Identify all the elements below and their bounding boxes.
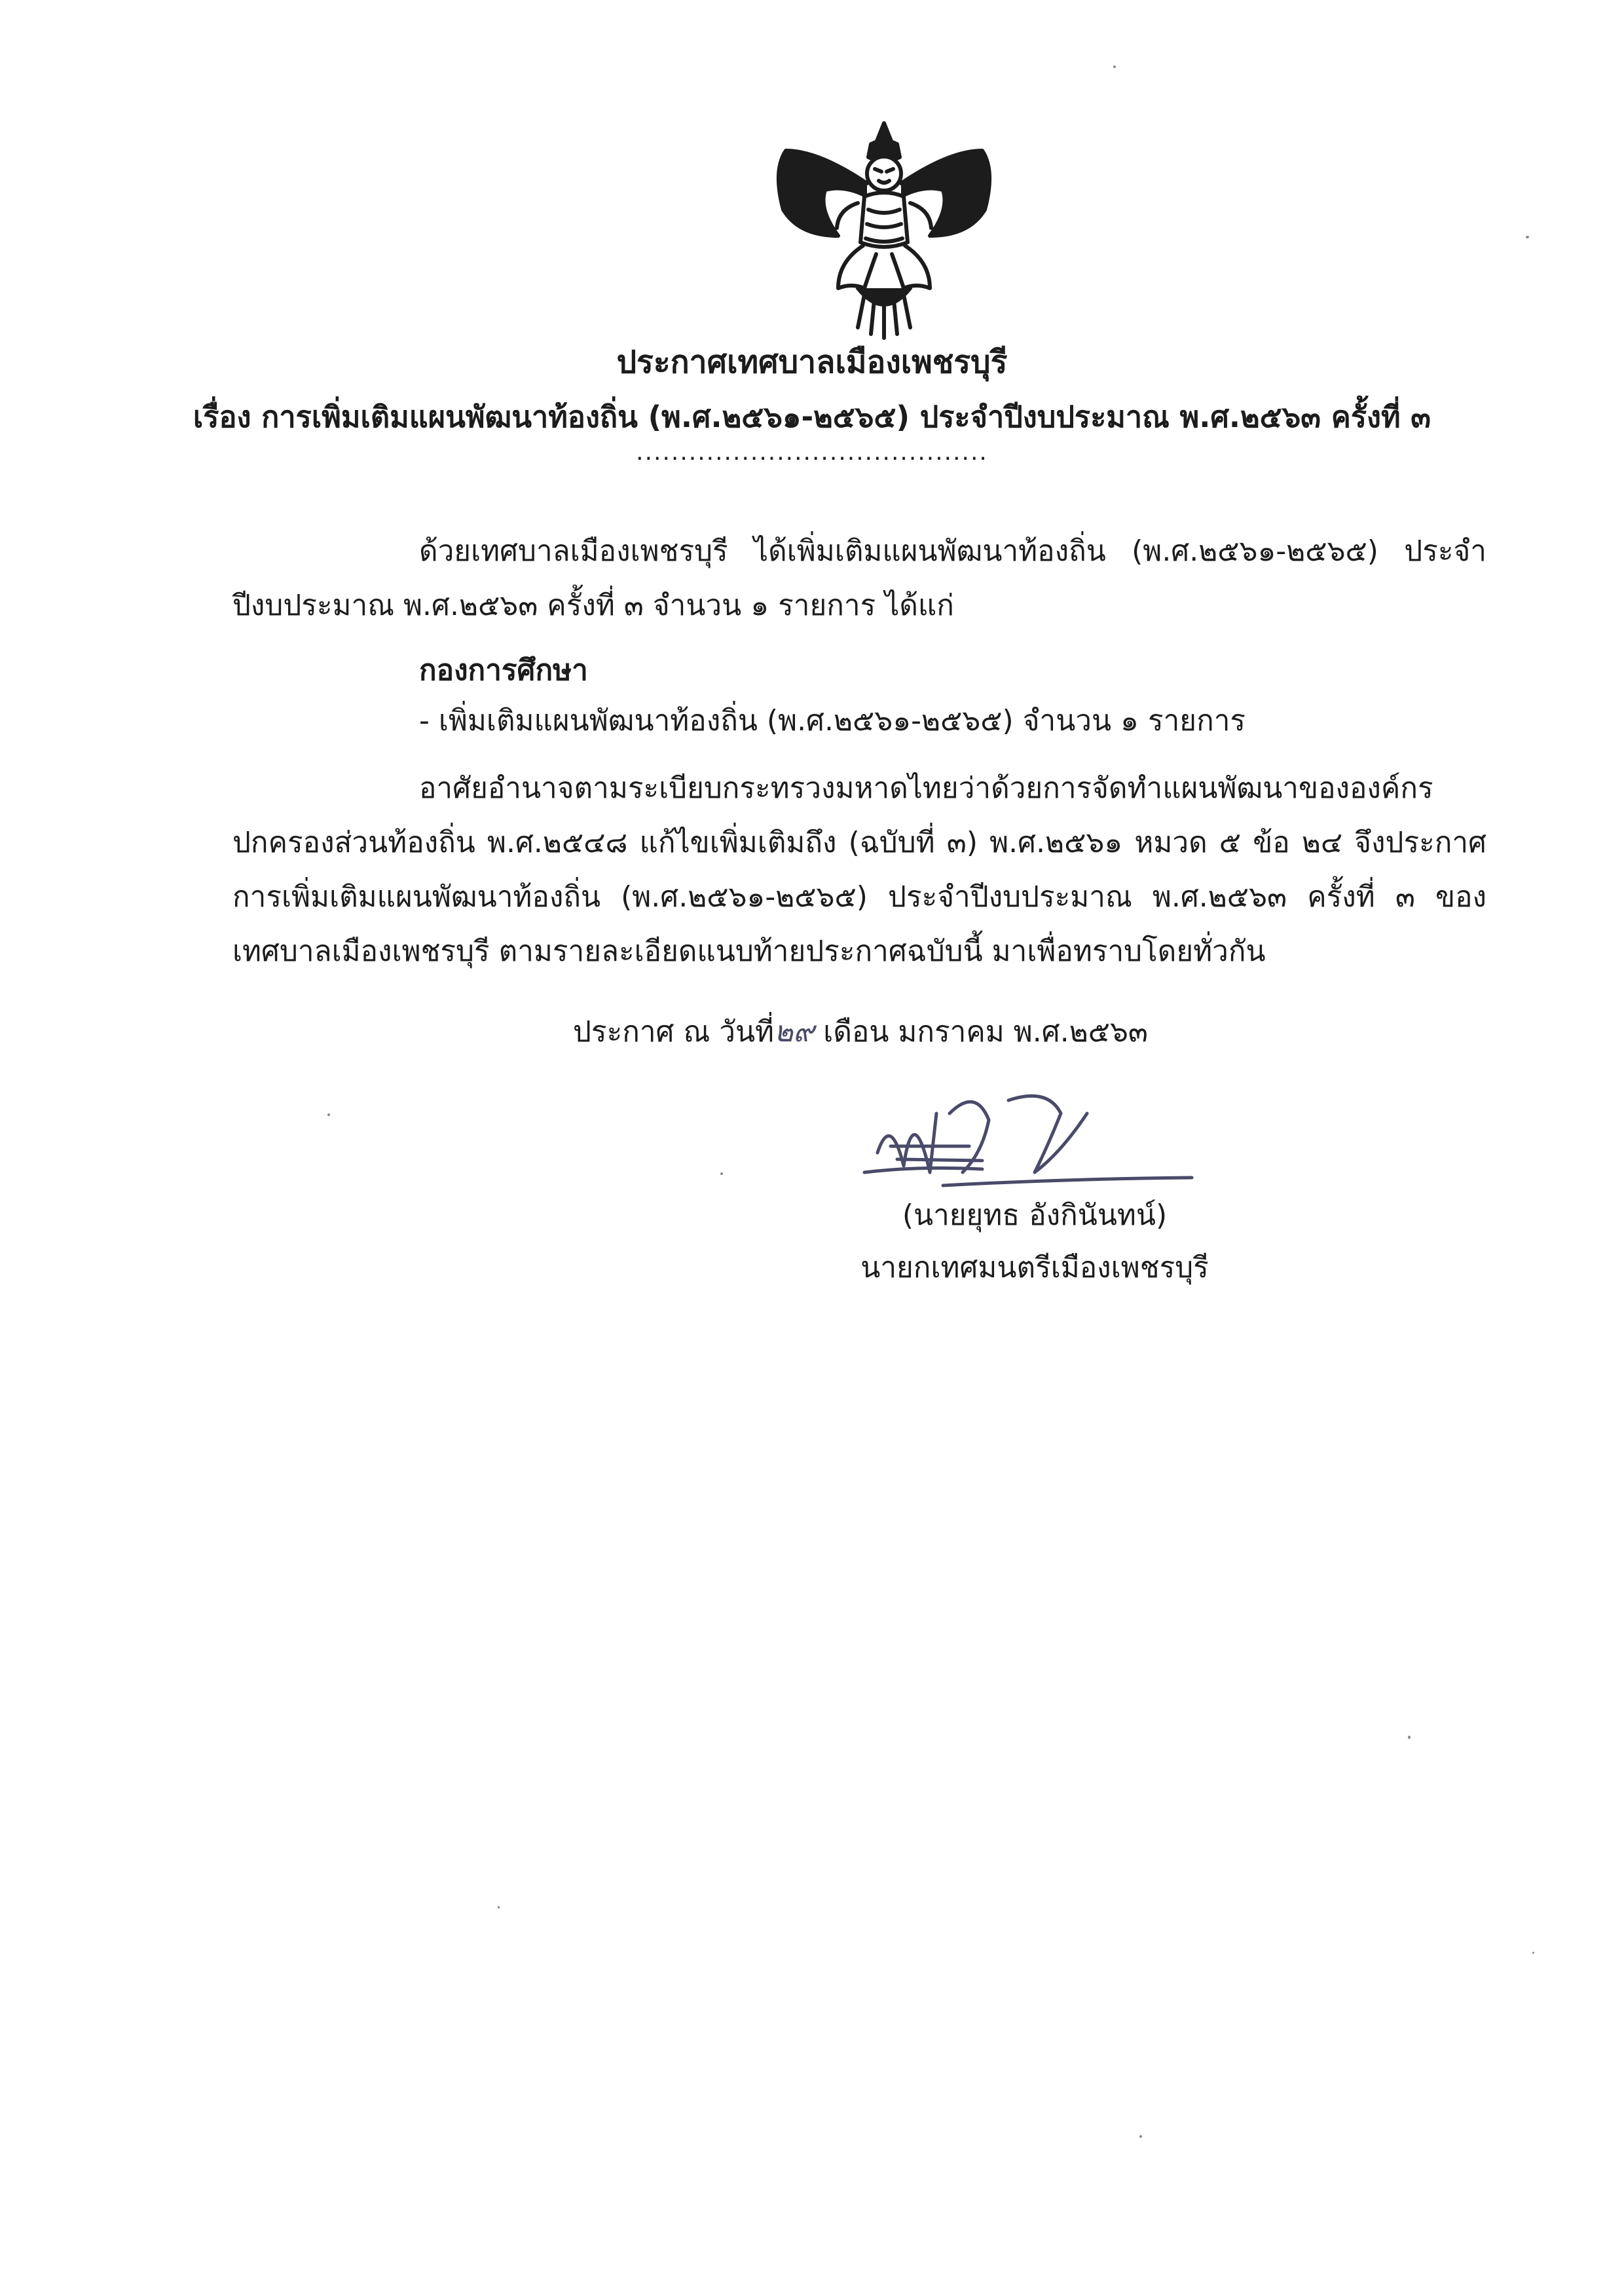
signer-name: (นายยุทธ อังกินันทน์) (902, 1199, 1168, 1232)
signer-title: นายกเทศมนตรีเมืองเพชรบุรี (860, 1251, 1209, 1284)
authority-paragraph-text: อาศัยอำนาจตามระเบียบกระทรวงมหาดไทยว่าด้วยการจัดทำแผนพัฒนาขององค์กรปกครองส่วนท้องถิ่น พ.ศ.๒๕๔๘ แก้ไขเพิ่มเติมถึง (ฉบับที่ ๓) พ.ศ.๒๕๖๑ หมวด ๕ ข้อ ๒๔ จึงประกาศการเพิ่มเติมแผนพัฒนาท้องถิ่น (พ.ศ.๒๕๖๑-๒๕๖๕) ประจำปีงบประมาณ พ.ศ.๒๕๖๓ ครั้งที่ ๓ ของเทศบาลเมืองเพชรบุรี ตามรายละเอียดแนบท้ายประกาศฉบับนี้ มาเพื่อทราบโดยทั่วกัน (232, 772, 1486, 968)
scan-speck (1532, 1952, 1534, 1954)
scan-speck (720, 1172, 723, 1175)
scan-speck (327, 1113, 330, 1116)
department-item: - เพิ่มเติมแผนพัฒนาท้องถิ่น (พ.ศ.๒๕๖๑-๒๕๖๕) จำนวน ๑ รายการ (419, 704, 1246, 737)
scan-speck (1408, 1736, 1411, 1739)
announcement-date-suffix: เดือน มกราคม พ.ศ.๒๕๖๓ (814, 1015, 1149, 1049)
intro-paragraph-text: ด้วยเทศบาลเมืองเพชรบุรี ได้เพิ่มเติมแผนพัฒนาท้องถิ่น (พ.ศ.๒๕๖๑-๒๕๖๕) ประจำปีงบประมาณ พ.ศ.๒๕๖๓ ครั้งที่ ๓ จำนวน ๑ รายการ ได้แก่ (232, 534, 1486, 622)
department-label: กองการศึกษา (419, 654, 588, 687)
authority-paragraph (232, 761, 1486, 979)
announcement-date-prefix: ประกาศ ณ วันที่ (573, 1015, 775, 1049)
intro-paragraph (232, 524, 1486, 633)
scan-speck (498, 1906, 500, 1909)
garuda-emblem-icon (760, 111, 1008, 347)
scan-speck (1113, 65, 1116, 68)
document-subject: เรื่อง การเพิ่มเติมแผนพัฒนาท้องถิ่น (พ.ศ.๒๕๖๑-๒๕๖๕) ประจำปีงบประมาณ พ.ศ.๒๕๖๓ ครั้งที่ ๓ (193, 400, 1431, 434)
page-title: ประกาศเทศบาลเมืองเพชรบุรี (616, 344, 1008, 381)
announcement-date (573, 1009, 1148, 1054)
scan-speck (1139, 2135, 1142, 2138)
announcement-day: ๒๙ (774, 1015, 815, 1049)
scan-speck (1526, 236, 1529, 238)
handwritten-signature (851, 1074, 1205, 1199)
title-separator: ........................................ (636, 439, 988, 466)
